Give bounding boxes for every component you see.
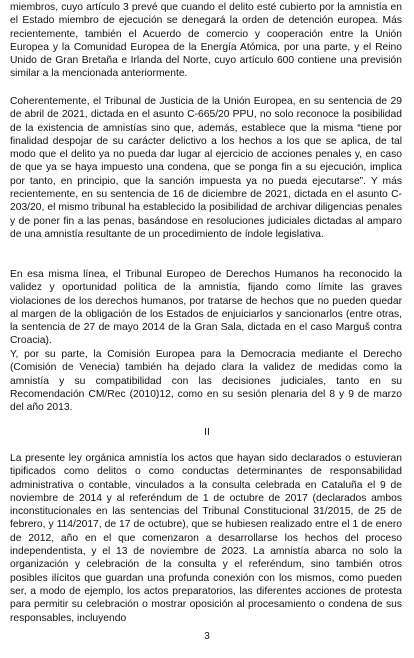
paragraph-3: En esa misma línea, el Tribunal Europeo de Derechos Humanos ha reconocido la validez y oportunidad política de la amnistía, fijando como límite las graves violaciones de los derechos humanos, por tratarse de hechos que no pueden quedar al margen de la obligación de los Estados de enjuiciarlos y sancionarlos (entre otras, la sentencia de 27 de mayo 2014 de la Gran Sala, dictada en el caso Marguš contra Croacia). [10, 269, 402, 347]
section-paragraph: La presente ley orgánica amnistía los actos que hayan sido declarados o estuvieran tipificados como delitos o como conductas determinantes de responsabilidad administrativa o contable, vinculados a la consulta celebrada en Cataluña el 9 de noviembre de 2014 y al referéndum de 1 de octubre de 2017 (declarados ambos inconstitucionales en las sentencias del Tribunal Constitucional 31/2015, de 25 de febrero, y 114/2017, de 17 de octubre), que se hubiesen realizado entre el 1 de enero de 2012, año en el que comenzaron a desarrollarse los hechos del proceso independentista, y el 13 de noviembre de 2023. La amnistía abarca no solo la organización y celebración de la consulta y el referéndum, sino también otros posibles ilícitos que guardan una profunda conexión con los mismos, como pueden ser, a modo de ejemplo, los actos preparatorios, las diferentes acciones de protesta para permitir su celebración o mostrar oposición al procesamiento o condena de sus responsables, incluyendo [10, 453, 402, 624]
paragraph-4: Y, por su parte, la Comisión Europea para la Democracia mediante el Derecho (Comisión de Venecia) también ha dejado clara la validez de medidas como la amnistía y su compatibilidad con las decisiones judiciales, tanto en su Recomendación CM/Rec (2010)12, como en su sesión plenaria del 8 y 9 de marzo del año 2013. [10, 349, 402, 414]
paragraph-1: miembros, cuyo artículo 3 prevé que cuando el delito esté cubierto por la amnistía en el Estado miembro de ejecución se denegará la orden de detención europea. Más recientemente, también el Acuerdo de comercio y cooperación entre la Unión Europea y la Comunidad Europea de la Energía Atómica, por una parte, y el Reino Unido de Gran Bretaña e Irlanda del Norte, cuyo artículo 600 contiene una previsión similar a la mencionada anteriormente. [10, 2, 402, 80]
section-heading: II [204, 427, 210, 438]
page-number: 3 [204, 631, 210, 642]
paragraph-2: Coherentemente, el Tribunal de Justicia de la Unión Europea, en su sentencia de 29 de abril de 2021, dictada en el asunto C-665/20 PPU, no solo reconoce la posibilidad de la existencia de amnistías sino que, además, establece que la misma “tiene por finalidad despojar de su carácter delictivo a los hechos a los que se aplica, de tal modo que el delito ya no pueda dar lugar al ejercicio de acciones penales y, en caso de que ya se haya impuesto una condena, que se ponga fin a su ejecución, implica por tanto, en principio, que la sanción impuesta ya no pueda ejecutarse”. Y más recientemente, en su sentencia de 16 de diciembre de 2021, dictada en el asunto C-203/20, el mismo tribunal ha establecido la posibilidad de archivar diligencias penales y de poner fin a las penas, basándose en resoluciones judiciales dictadas al amparo de una amnistía resultante de un procedimiento de índole legislativa. [10, 96, 402, 240]
